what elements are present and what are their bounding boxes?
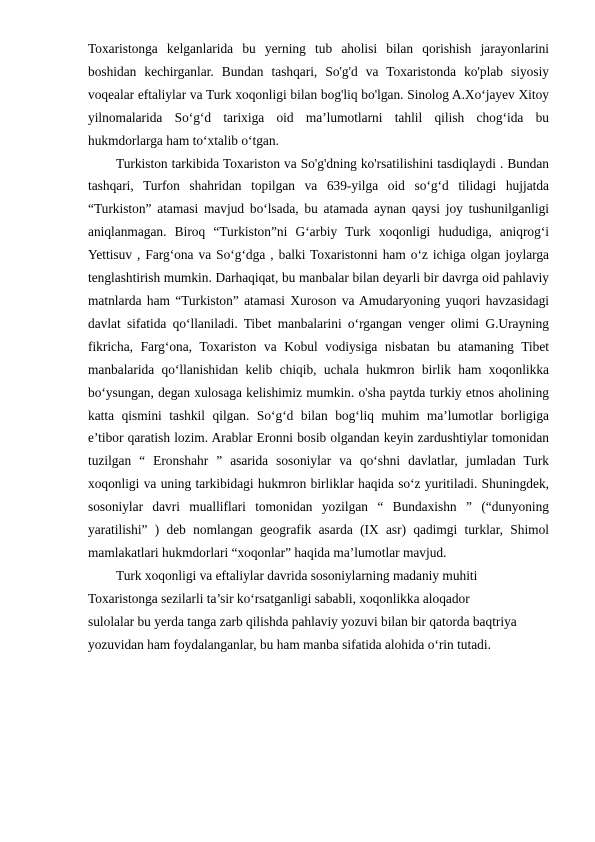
paragraph-3-line-1: Turk xoqonligi va eftaliylar davrida sosoniylarning madaniy muhiti xyxy=(116,567,478,583)
paragraph-1: Toxaristonga kelganlarida bu yerning tub aholisi bilan qorishish jarayonlarini boshidan kechirganlar. Bundan tashqari, So'g'd va Toxaristonda ko'plab siyosiy voqealar eftaliylar va Turk xoqonligi bilan bog'liq bo'lgan. Sinolog A.Xo‘jayev Xitoy yilnomalarida So‘g‘d tarixiga oid ma’lumotlarni tahlil qilish chog‘ida bu hukmdorlarga ham to‘xtalib o‘tgan. xyxy=(88,41,549,148)
paragraph-3-line-3: sulolalar bu yerda tanga zarb qilishda pahlaviy yozuvi bilan bir qatorda baqtriya xyxy=(88,613,517,629)
document-page xyxy=(88,38,549,656)
paragraph-3-line-4: yozuvidan ham foydalanganlar, bu ham manba sifatida alohida o‘rin tutadi. xyxy=(88,636,491,652)
paragraph-3 xyxy=(88,565,549,657)
paragraph-2: Turkiston tarkibida Toxariston va So'g'dning ko'rsatilishini tasdiqlaydi . Bundan tashqari, Turfon shahridan topilgan va 639-yilga oid so‘g‘d tilidagi hujjatda “Turkiston” atamasi mavjud bo‘lsada, bu atamada aynan qaysi joy tushunilganligi aniqlanmagan. Biroq “Turkiston”ni G‘arbiy Turk xoqonligi hududiga, aniqrog‘i Yettisuv , Farg‘ona va So‘g‘dga , balki Toxaristonni ham o‘z ichiga olgan joylarga tenglashtirish mumkin. Darhaqiqat, bu manbalar bilan deyarli bir davrga oid pahlaviy matnlarda ham “Turkiston” atamasi Xuroson va Amudaryoning yuqori havzasidagi davlat sifatida qo‘llaniladi. Tibet manbalarini o‘rgangan venger olimi G.Urayning fikricha, Farg‘ona, Toxariston va Kobul vodiysiga nisbatan bu atamaning Tibet manbalarida qo‘llanishidan kelib chiqib, uchala hukmron birlik ham xoqonlikka bo‘ysungan, degan xulosaga kelishimiz mumkin. o'sha paytda turkiy etnos aholining katta qismini tashkil qilgan. So‘g‘d bilan bog‘liq muhim ma’lumotlar borligiga e’tibor qaratish lozim. Arablar Eronni bosib olgandan keyin zardushtiylar tomonidan tuzilgan “ Eronshahr ” asarida sosoniylar va qo‘shni davlatlar, jumladan Turk xoqonligi va uning tarkibidagi hukmron birliklar haqida so‘z yuritiladi. Shuningdek, sosoniylar davri mualliflari tomonidan yozilgan “ Bundaxishn ” (“dunyoning yaratilishi” ) deb nomlangan geografik asarda (IX asr) qadimgi turklar, Shimol mamlakatlari hukmdorlari “xoqonlar” haqida ma’lumotlar mavjud. xyxy=(88,155,549,560)
paragraph-3-line-2: Toxaristonga sezilarli ta’sir ko‘rsatganligi sababli, xoqonlikka aloqador xyxy=(88,590,470,606)
